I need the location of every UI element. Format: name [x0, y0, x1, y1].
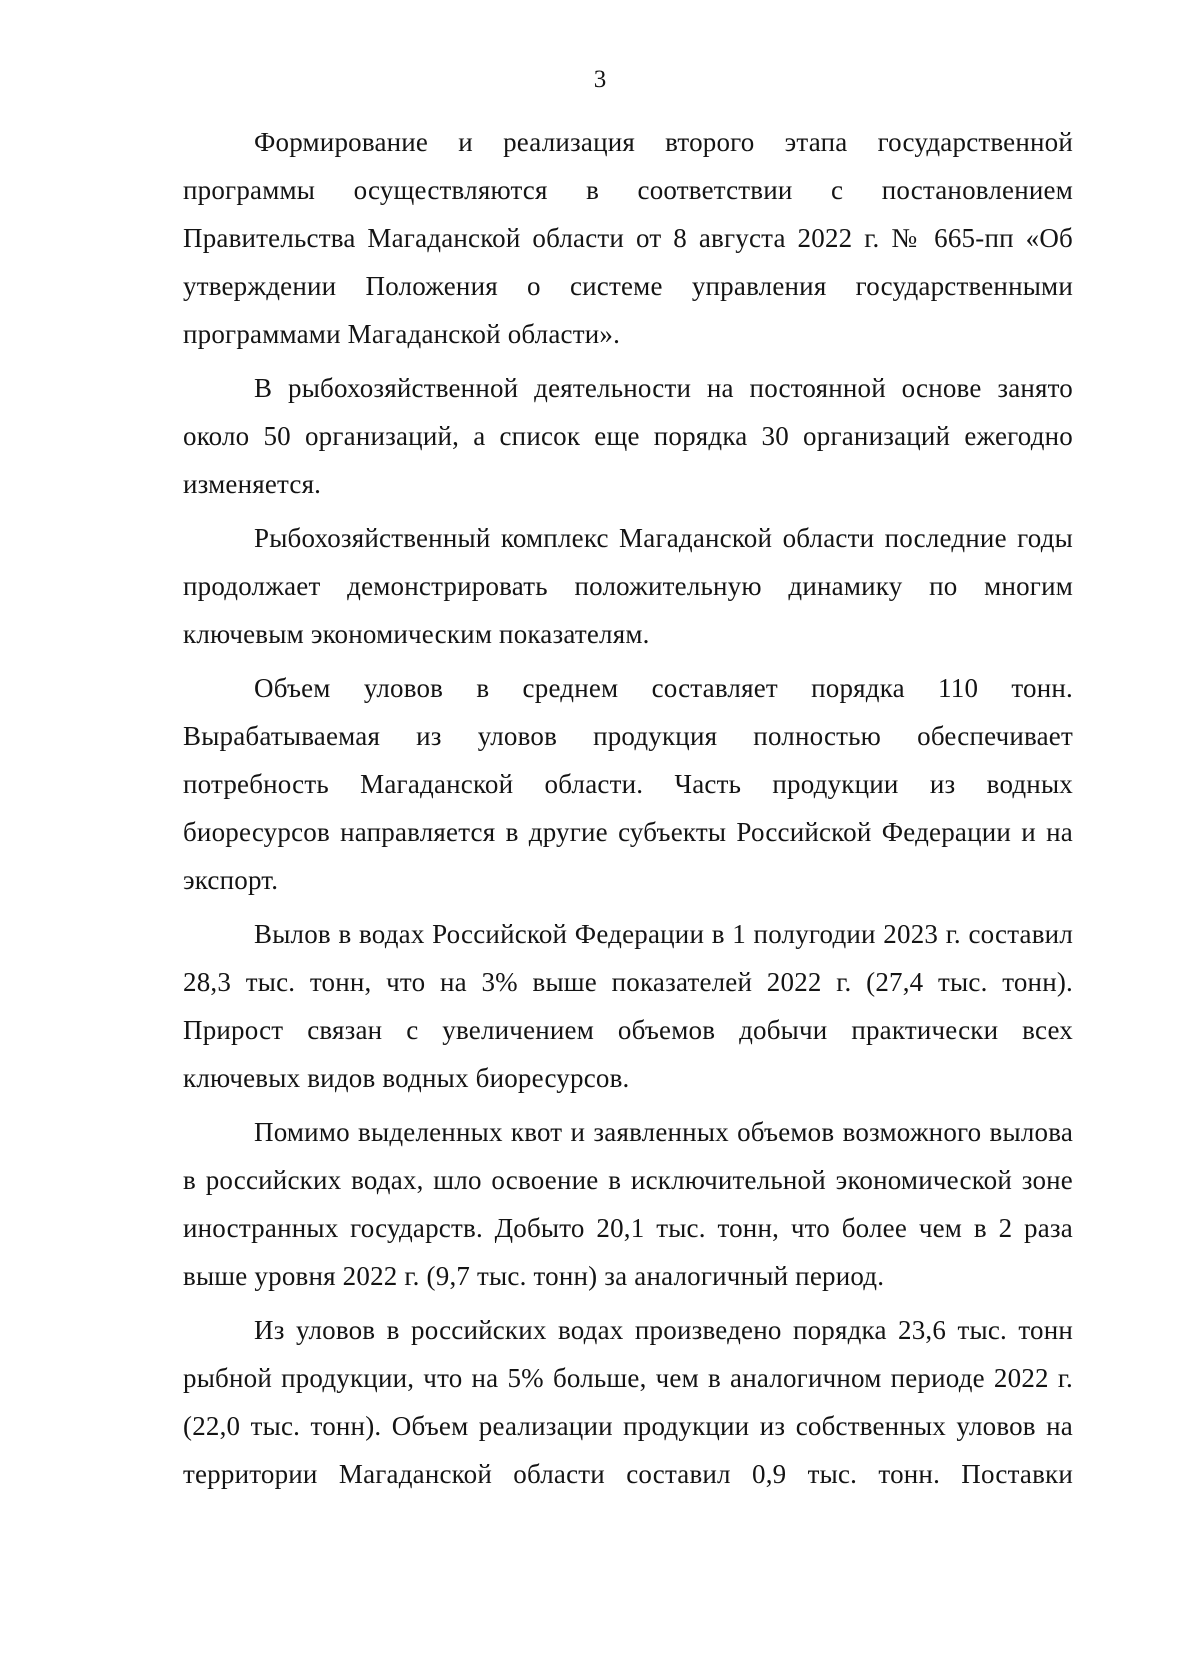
- body-text: [183, 118, 1073, 1504]
- paragraph: Рыбохозяйственный комплекс Магаданской области последние годы продолжает демонстрировать положительную динамику по многим ключевым экономическим показателям.: [183, 523, 1073, 649]
- paragraph: Объем уловов в среднем составляет порядка 110 тонн. Вырабатываемая из уловов продукция полностью обеспечивает потребность Магаданской области. Часть продукции из водных биоресурсов направляется в другие субъекты Российской Федерации и на экспорт.: [183, 673, 1073, 895]
- paragraph: Формирование и реализация второго этапа государственной программы осуществляются в соответствии с постановлением Правительства Магаданской области от 8 августа 2022 г. № 665-пп «Об утверждении Положения о системе управления государственными программами Магаданской области».: [183, 127, 1073, 349]
- paragraph: Вылов в водах Российской Федерации в 1 полугодии 2023 г. составил 28,3 тыс. тонн, что на 3% выше показателей 2022 г. (27,4 тыс. тонн). Прирост связан с увеличением объемов добычи практически всех ключевых видов водных биоресурсов.: [183, 919, 1073, 1093]
- paragraph-continued: Из уловов в российских водах произведено порядка 23,6 тыс. тонн рыбной продукции, что на 5% больше, чем в аналогичном периоде 2022 г. (22,0 тыс. тонн). Объем реализации продукции из собственных уловов на территории Магаданской области составил 0,9 тыс. тонн. Поставки: [183, 1315, 1073, 1489]
- paragraph: В рыбохозяйственной деятельности на постоянной основе занято около 50 организаций, а список еще порядка 30 организаций ежегодно изменяется.: [183, 373, 1073, 499]
- paragraph: Помимо выделенных квот и заявленных объемов возможного вылова в российских водах, шло освоение в исключительной экономической зоне иностранных государств. Добыто 20,1 тыс. тонн, что более чем в 2 раза выше уровня 2022 г. (9,7 тыс. тонн) за аналогичный период.: [183, 1117, 1073, 1291]
- page-number: 3: [593, 66, 607, 93]
